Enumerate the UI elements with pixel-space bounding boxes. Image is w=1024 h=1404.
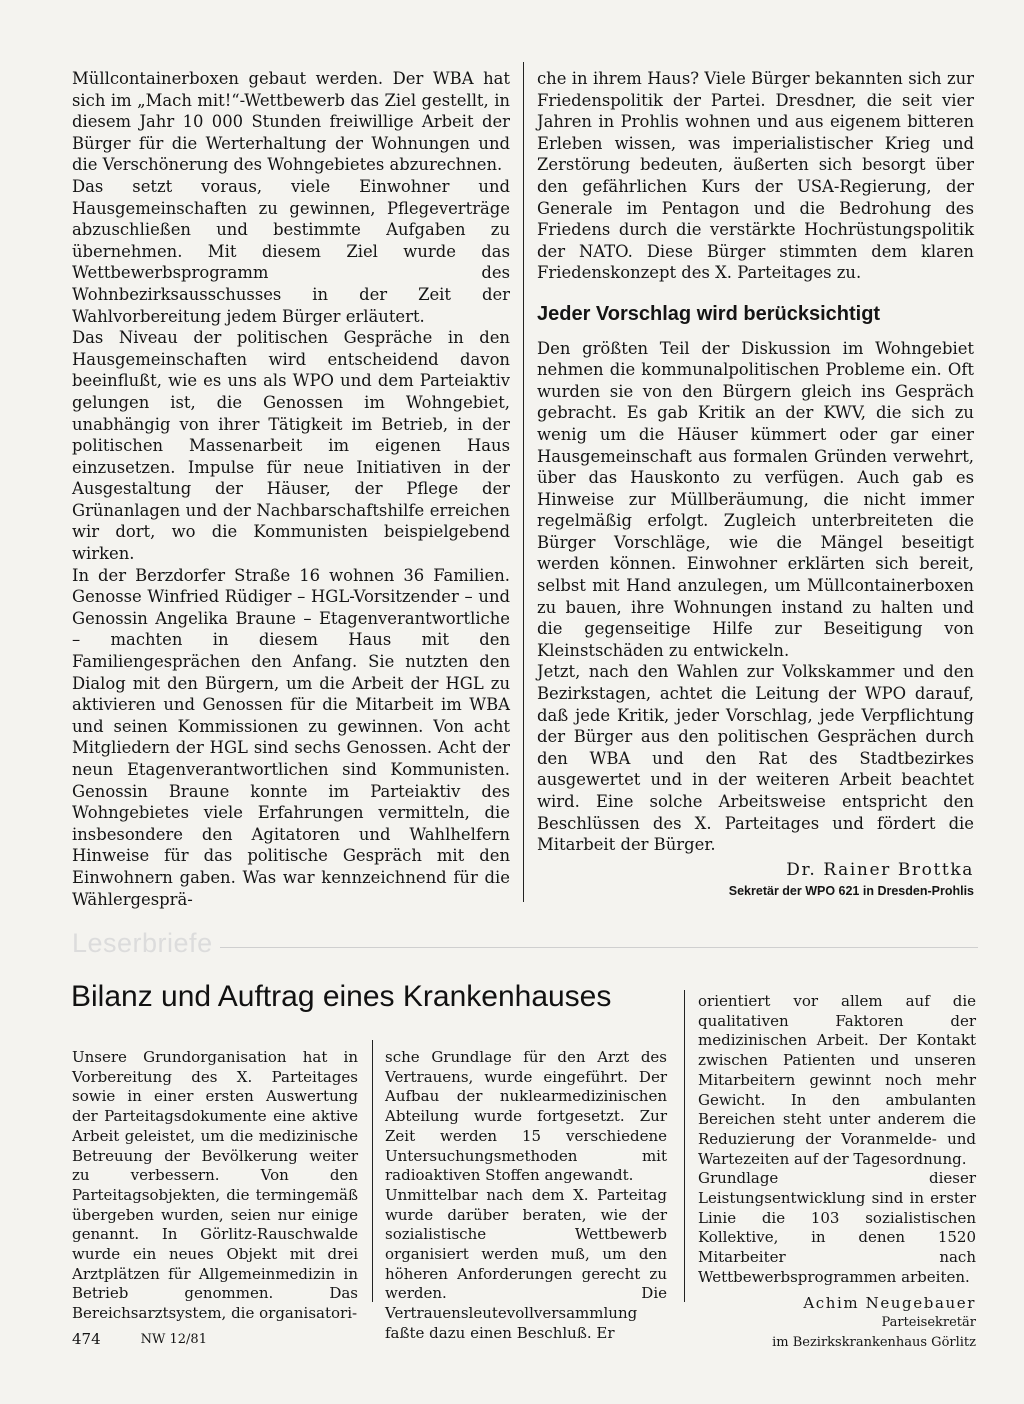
letter-column-2 xyxy=(385,1048,667,1344)
section-rule xyxy=(220,947,978,948)
subheading: Jeder Vorschlag wird berücksichtigt xyxy=(537,302,881,325)
paragraph: Grundlage dieser Leistungsentwicklung sind in erster Linie die 103 sozialistischen Kollektive, in denen 1520 Mitarbeiter nach Wettbewerbsprogrammen arbeiten. xyxy=(698,1169,976,1286)
issue-label: NW 12/81 xyxy=(140,1332,207,1347)
article-column-1 xyxy=(72,68,510,910)
letter-headline: Bilanz und Auftrag eines Krankenhauses xyxy=(71,980,612,1013)
paragraph: Unmittelbar nach dem X. Parteitag wurde darüber beraten, wie der sozialistische Wettbewerb organisiert werden muß, um den höheren Anforderungen gerecht zu werden. Die Vertrauensleutevollversammlung faßte dazu einen Beschluß. Er xyxy=(385,1185,667,1342)
paragraph: In der Berzdorfer Straße 16 wohnen 36 Familien. Genosse Winfried Rüdiger – HGL-Vorsitzender – und Genossin Angelika Braune – Etagenverantwortliche – machten in diesem Haus mit den Familiengesprächen den Anfang. Sie nutzten den Dialog mit den Bürgern, um die Arbeit der HGL zu aktivieren und Genossen für die Mitarbeit im WBA und seinen Kommissionen zu gewinnen. Von acht Mitgliedern der HGL sind sechs Genossen. Acht der neun Etagenverantwortlichen sind Kommunisten. Genossin Braune konnte im Parteiaktiv des Wohngebietes viele Erfahrungen vermitteln, die insbesondere den Agitatoren und Wahlhelfern Hinweise für das politische Gespräch mit den Einwohnern gaben. Was war kennzeichnend für die Wählergesprä- xyxy=(72,565,510,909)
paragraph: Den größten Teil der Diskussion im Wohngebiet nehmen die kommunalpolitischen Probleme ein. Oft wurden sie von den Bürgern gleich ins Gespräch gebracht. Es gab Kritik an der KWV, die sich zu wenig um die Häuser kümmert oder gar einer Hausgemeinschaft aus formalen Gründen verwehrt, über das Hauskonto zu verfügen. Auch gab es Hinweise zur Müllberäumung, die nicht immer regelmäßig erfolgt. Zugleich unterbreiteten die Bürger Vorschläge, wie die Mängel beseitigt werden können. Einwohner erklärten sich bereit, selbst mit Hand anzulegen, um Müllcontainerboxen zu bauen, ihre Wohnungen instand zu halten und die gegenseitige Hilfe zur Beseitigung von Kleinstschäden zu entwickeln. xyxy=(537,338,974,660)
page-footer xyxy=(72,1330,207,1348)
column-divider xyxy=(372,1040,373,1302)
letter-column-1 xyxy=(72,1048,358,1324)
paragraph: che in ihrem Haus? Viele Bürger bekannten sich zur Friedenspolitik der Partei. Dresdner, die seit vier Jahren in Prohlis wohnen und aus eigenem bitteren Erleben wissen, was imperialistischer Krieg und Zerstörung bedeuten, äußerten sich besorgt über den gefährlichen Kurs der USA-Regierung, der Generale im Pentagon und die Bedrohung des Friedens durch die verstärkte Hochrüstungspolitik der NATO. Diese Bürger stimmten dem klaren Friedenskonzept des X. Parteitages zu. xyxy=(537,69,974,283)
paragraph: Das Niveau der politischen Gespräche in den Hausgemeinschaften wird entscheidend davon beeinflußt, wie es uns als WPO und dem Parteiaktiv gelungen ist, die Genossen im Wohngebiet, unabhängig von ihrer Tätigkeit im Betrieb, in der politischen Massenarbeit im eigenen Haus einzusetzen. Impulse für neue Initiativen in der Ausgestaltung der Häuser, der Pflege der Grünanlagen und der Nachbarschaftshilfe erreichen wir dort, wo die Kommunisten beispielgebend wirken. xyxy=(72,328,510,564)
paragraph: sche Grundlage für den Arzt des Vertrauens, wurde eingeführt. Der Aufbau der nuklearmedizinischen Abteilung wurde fortgesetzt. Zur Zeit werden 15 verschiedene Untersuchungsmethoden mit radioaktiven Stoffen angewandt. xyxy=(385,1048,667,1185)
paragraph: Unsere Grundorganisation hat in Vorbereitung des X. Parteitages sowie in einer ersten Auswertung der Parteitagsdokumente eine aktive Arbeit geleistet, um die medizinische Betreuung der Bevölkerung weiter zu verbessern. Von den Parteitagsobjekten, die termingemäß übergeben wurden, seien nur einige genannt. In Görlitz-Rauschwalde wurde ein neues Objekt mit drei Arztplätzen für Allgemeinmedizin in Betrieb genommen. Das Bereichsarztsystem, die organisatori- xyxy=(72,1048,358,1323)
author-name: Dr. Rainer Brottka xyxy=(786,859,974,880)
paragraph: Das setzt voraus, viele Einwohner und Hausgemeinschaften zu gewinnen, Pflegeverträge abzuschließen und bestimmte Aufgaben zu übernehmen. Mit diesem Ziel wurde das Wettbewerbsprogramm des Wohnbezirksausschusses in der Zeit der Wahlvorbereitung jedem Bürger erläutert. xyxy=(72,176,510,326)
article-column-2 xyxy=(537,68,974,903)
column-divider xyxy=(684,990,685,1302)
section-label: Leserbriefe xyxy=(72,928,213,958)
author-role: Sekretär der WPO 621 in Dresden-Prohlis xyxy=(728,884,974,899)
letter-author-role: Parteisekretär xyxy=(881,1315,976,1331)
paragraph: Jetzt, nach den Wahlen zur Volkskammer und den Bezirkstagen, achtet die Leitung der WPO darauf, daß jede Kritik, jeder Vorschlag, jede Verpflichtung der Bürger aus den politischen Gesprächen durch den WBA und den Rat des Stadtbezirkes ausgewertet und in der weiteren Arbeit beachtet wird. Eine solche Arbeitsweise entspricht den Beschlüssen des X. Parteitages und fördert die Mitarbeit der Bürger. xyxy=(537,662,974,855)
paragraph: Müllcontainerboxen gebaut werden. Der WBA hat sich im „Mach mit!“-Wettbewerb das Ziel gestellt, in diesem Jahr 10 000 Stunden freiwillige Arbeit der Bürger für die Werterhaltung der Wohnungen und die Verschönerung des Wohngebietes abzurechnen. xyxy=(72,69,510,175)
column-divider xyxy=(523,62,524,902)
letter-column-3 xyxy=(698,992,976,1353)
page-number: 474 xyxy=(72,1330,101,1348)
letter-author-institution: im Bezirkskrankenhaus Görlitz xyxy=(772,1334,976,1350)
letter-author-name: Achim Neugebauer xyxy=(803,1293,976,1312)
paragraph: orientiert vor allem auf die qualitativen Faktoren der medizinischen Arbeit. Der Kontakt zwischen Patienten und unseren Mitarbeitern gewinnt noch mehr Gewicht. In den ambulanten Bereichen steht unter anderem die Reduzierung der Voranmelde- und Wartezeiten auf der Tagesordnung. xyxy=(698,992,976,1168)
